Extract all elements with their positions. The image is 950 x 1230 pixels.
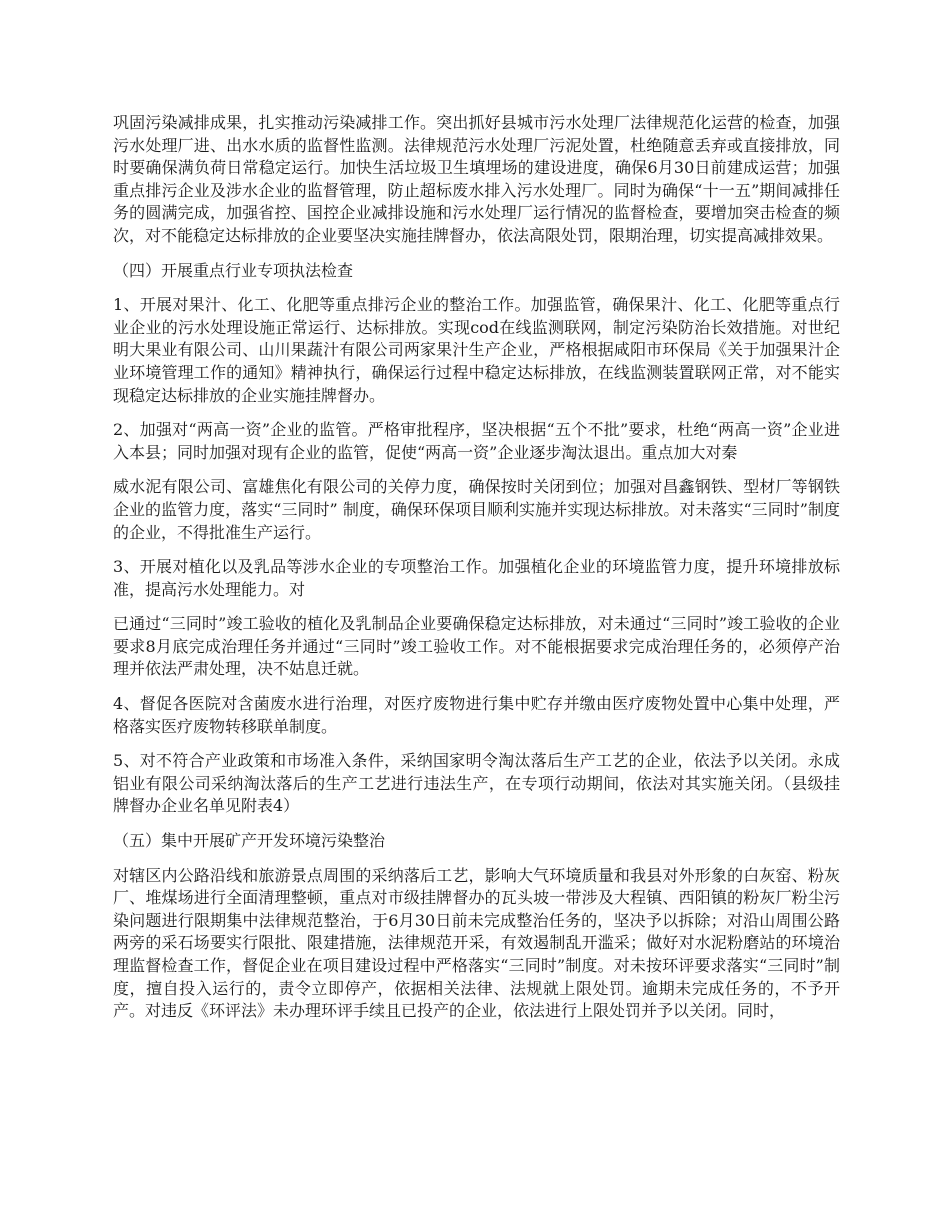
paragraph-pollution-reduction: 巩固污染减排成果，扎实推动污染减排工作。突出抓好县城市污水处理厂法律规范化运营的检查，加强污水处理厂进、出水水质的监督性监测。法律规范污水处理厂污泥处置，杜绝随意丢弃或直接排放，同时要确保满负荷日常稳定运行。加快生活垃圾卫生填埋场的建设进度，确保6月30日前建成运营；加强重点排污企业及涉水企业的监督管理，防止超标废水排入污水处理厂。同时为确保“十一五”期间减排任务的圆满完成，加强省控、国控企业减排设施和污水处理厂运行情况的监督检查，要增加突击检查的频次，对不能稳定达标排放的企业要坚决实施挂牌督办，依法高限处罚，限期治理，切实提高减排效果。 xyxy=(113,113,840,245)
paragraph-item-5: 5、对不符合产业政策和市场准入条件，采纳国家明令淘汰落后生产工艺的企业，依法予以关闭。永成铝业有限公司采纳淘汰落后的生产工艺进行违法生产，在专项行动期间，依法对其实施关闭。（县级挂牌督办企业名单见附表4） xyxy=(113,751,840,816)
paragraph-item-2: 2、加强对“两高一资”企业的监管。严格审批程序，坚决根据“五个不批”要求，杜绝“两高一资”企业进入本县；同时加强对现有企业的监管，促使“两高一资”企业逐步淘汰退出。重点加大对秦 xyxy=(113,420,840,462)
paragraph-item-1: 1、开展对果汁、化工、化肥等重点排污企业的整治工作。加强监管，确保果汁、化工、化肥等重点行业企业的污水处理设施正常运行、达标排放。实现cod在线监测联网，制定污染防治长效措施。对世纪明大果业有限公司、山川果蔬汁有限公司两家果汁生产企业，严格根据咸阳市环保局《关于加强果汁企业环境管理工作的通知》精神执行，确保运行过程中稳定达标排放，在线监测装置联网正常，对不能实现稳定达标排放的企业实施挂牌督办。 xyxy=(113,295,840,405)
paragraph-item-4: 4、督促各医院对含菌废水进行治理，对医疗废物进行集中贮存并缴由医疗废物处置中心集中处理，严格落实医疗废物转移联单制度。 xyxy=(113,694,840,736)
paragraph-item-3: 3、开展对植化以及乳品等涉水企业的专项整治工作。加强植化企业的环境监管力度，提升环境排放标准，提高污水处理能力。对 xyxy=(113,557,840,599)
paragraph-mining-remediation: 对辖区内公路沿线和旅游景点周围的采纳落后工艺，影响大气环境质量和我县对外形象的白灰窑、粉灰厂、堆煤场进行全面清理整顿，重点对市级挂牌督办的瓦头坡一带涉及大程镇、西阳镇的粉灰厂粉尘污染问题进行限期集中法律规范整治，于6月30日前未完成整治任务的，坚决予以拆除；对沿山周围公路两旁的采石场要实行限批、限建措施，法律规范开采，有效遏制乱开滥采；做好对水泥粉磨站的环境治理监督检查工作，督促企业在项目建设过程中严格落实“三同时”制度。对未按环评要求落实“三同时”制度，擅自投入运行的，责令立即停产，依据相关法律、法规就上限处罚。逾期未完成任务的，不予开产。对违反《环评法》未办理环评手续且已投产的企业，依法进行上限处罚并予以关闭。同时， xyxy=(113,865,840,1021)
paragraph-item-3-continued: 已通过“三同时”竣工验收的植化及乳制品企业要确保稳定达标排放，对未通过“三同时”竣工验收的企业要求8月底完成治理任务并通过“三同时”竣工验收工作。对不能根据要求完成治理任务的，必须停产治理并依法严肃处理，决不姑息迁就。 xyxy=(113,614,840,679)
section-heading-4: （四）开展重点行业专项执法检查 xyxy=(113,260,354,280)
document-body xyxy=(113,112,840,1035)
paragraph-item-2-continued: 威水泥有限公司、富雄焦化有限公司的关停力度，确保按时关闭到位；加强对昌鑫钢铁、型材厂等钢铁企业的监管力度，落实“三同时” 制度，确保环保项目顺利实施并实现达标排放。对未落实“三同时”制度的企业，不得批准生产运行。 xyxy=(113,477,840,542)
section-heading-5: （五）集中开展矿产开发环境污染整治 xyxy=(113,831,386,851)
